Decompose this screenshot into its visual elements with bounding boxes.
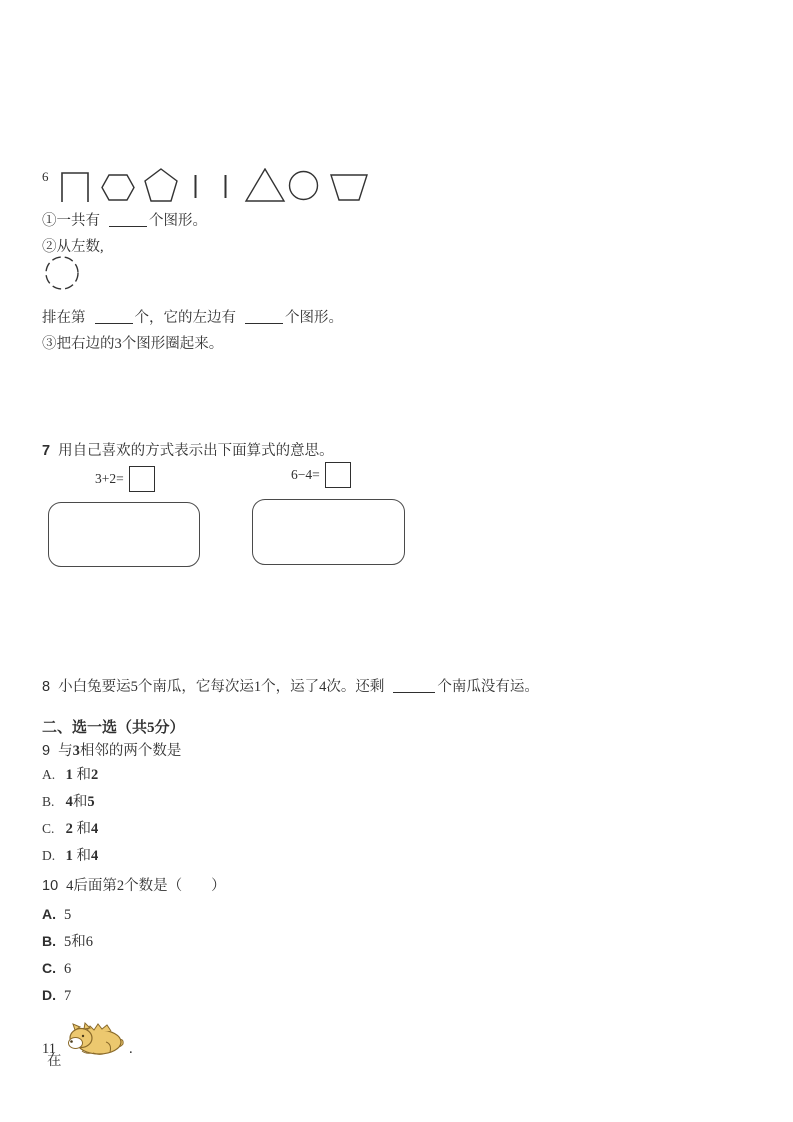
q11-number: 11 (42, 1041, 56, 1057)
open-top-square-shape (60, 171, 90, 202)
q8-number: 8 (42, 679, 51, 695)
q6-sub3-text-pre: 排在第 (42, 310, 86, 326)
q9-option-c-num1: 2 (65, 821, 73, 837)
q9-option-c-sep: 和 (72, 821, 91, 837)
pentagon-shape (144, 168, 178, 202)
hexagon-shape (101, 174, 135, 201)
q10-title-text: 4后面第2个数是（ ） (66, 878, 226, 894)
q11-next-line-text: 在 (47, 1053, 62, 1069)
vertical-line-shape (224, 175, 227, 198)
q6-sub1-answer-blank (109, 222, 147, 227)
q9-option-d (42, 847, 98, 865)
q9-option-d-sep: 和 (72, 848, 91, 864)
q9-option-c (42, 820, 98, 838)
q6-shapes-row (42, 168, 368, 202)
q9-option-d-letter: D. (42, 848, 56, 863)
q9-option-b-sep: 和 (72, 794, 88, 810)
q10-title (42, 877, 226, 895)
q9-option-b-num1: 4 (65, 794, 73, 810)
q9-option-a-num2: 2 (91, 767, 99, 783)
q7-expr2-text: 6−4= (291, 467, 320, 482)
q9-title-bold-number: 3 (72, 743, 80, 759)
q6-sub3-text-mid: 个，它的左边有 (134, 310, 236, 326)
q9-option-d-num2: 4 (91, 848, 99, 864)
q6-subquestion-3 (42, 335, 223, 353)
trapezoid-shape (330, 174, 368, 201)
q9-title-post: 相邻的两个数是 (79, 743, 182, 759)
lying-dog-icon (68, 1018, 126, 1058)
q10-option-b-letter: B. (42, 933, 56, 949)
q9-option-a-letter: A. (42, 767, 56, 782)
q9-option-a-sep: 和 (72, 767, 91, 783)
q9-option-a (42, 766, 98, 784)
q8-text-pre: 小白兔要运5个南瓜，它每次运1个，运了4次。还剩 (58, 679, 385, 695)
q6-sub1-text-post: 个图形。 (149, 213, 207, 229)
q6-number: 6 (42, 169, 49, 184)
q9-option-b-num2: 5 (87, 794, 95, 810)
q9-option-b (42, 793, 95, 811)
q7-expression-2 (291, 462, 351, 488)
q7-title-text: 用自己喜欢的方式表示出下面算式的意思。 (58, 443, 334, 459)
dashed-circle-shape (44, 255, 80, 291)
q8-text-post: 个南瓜没有运。 (437, 679, 539, 695)
q9-option-d-num1: 1 (65, 848, 73, 864)
q7-expr2-answer-box (325, 462, 351, 488)
q6-subquestion-1 (42, 212, 207, 230)
q9-option-b-letter: B. (42, 794, 55, 809)
q7-expr1-answer-box (129, 466, 155, 492)
q7-expression-1 (95, 466, 155, 492)
q11-next-line (47, 1052, 62, 1070)
q10-number: 10 (42, 878, 59, 894)
q10-option-d-letter: D. (42, 987, 56, 1003)
q10-option-c-text: 6 (64, 961, 72, 977)
q7-drawing-area-1 (48, 502, 200, 567)
q9-option-a-num1: 1 (65, 767, 73, 783)
q10-option-c-letter: C. (42, 960, 56, 976)
q7-drawing-area-2 (252, 499, 405, 565)
q10-option-a-text: 5 (64, 907, 72, 923)
q7-title (42, 442, 334, 460)
vertical-line-shape (194, 175, 197, 198)
q10-option-c (42, 959, 71, 978)
circle-shape (288, 170, 319, 201)
q9-option-c-num2: 4 (91, 821, 99, 837)
q10-option-b-text: 5和6 (64, 934, 93, 950)
triangle-shape (244, 168, 286, 202)
q10-option-a (42, 905, 71, 924)
q6-sub3-text-post: 个图形。 (285, 310, 343, 326)
q9-title (42, 742, 181, 760)
q7-number: 7 (42, 443, 51, 459)
q6-sub3-answer-blank-2 (245, 319, 283, 324)
q9-option-c-letter: C. (42, 821, 55, 836)
q6-sub1-text-pre: ①一共有 (42, 213, 100, 229)
q8-question (42, 678, 539, 696)
q6-sub4-text: ③把右边的3个图形圈起来。 (42, 336, 224, 352)
q6-sub3-answer-blank-1 (95, 319, 133, 324)
q10-option-d (42, 986, 71, 1005)
q8-answer-blank (393, 688, 435, 693)
q10-option-b (42, 932, 93, 951)
q6-sub2-text: ②从左数, (42, 239, 104, 255)
q6-subquestion-2 (42, 238, 104, 256)
q10-option-d-text: 7 (64, 988, 72, 1004)
q10-option-a-letter: A. (42, 906, 56, 922)
q9-number: 9 (42, 743, 51, 759)
section-2-title: 二、选一选（共5分） (42, 720, 185, 736)
q7-expr1-text: 3+2= (95, 471, 124, 486)
section-2-header (42, 719, 185, 737)
q9-title-pre: 与 (58, 743, 73, 759)
q6-subquestion-2b (42, 309, 343, 327)
q11-period: . (128, 1041, 133, 1057)
